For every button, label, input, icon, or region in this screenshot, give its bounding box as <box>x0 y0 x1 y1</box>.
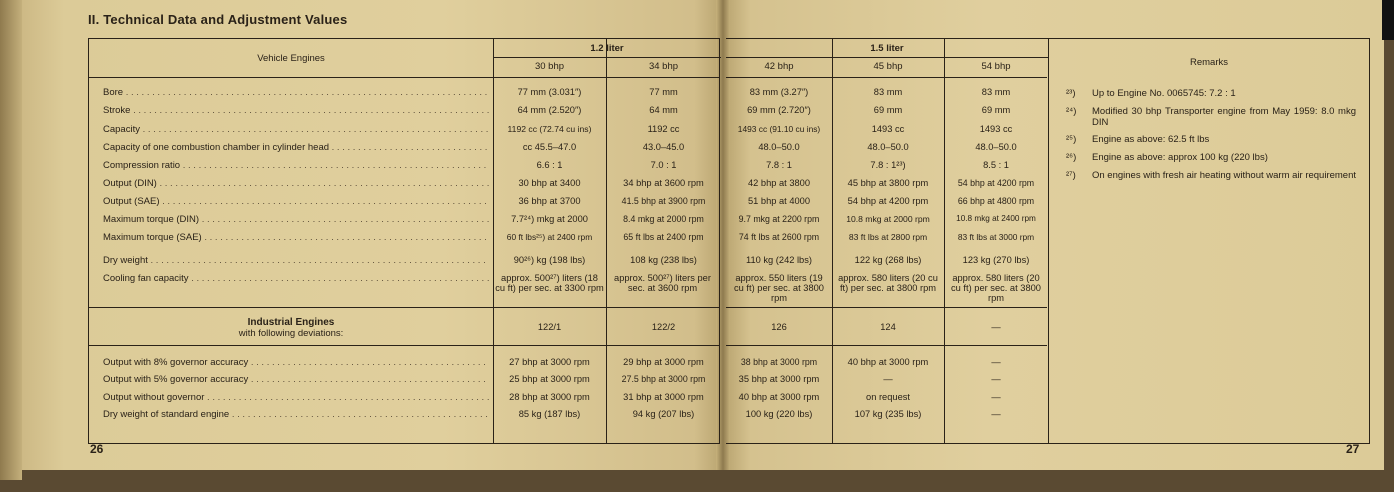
cell-dry-weight-30: 90²⁶) kg (198 lbs) <box>513 255 586 265</box>
industrial-row-label: Output with 8% governor accuracy . . . <box>103 357 489 368</box>
cell-stroke-42: 69 mm (2.720″) <box>747 105 811 115</box>
industrial-cell: — <box>991 374 1001 384</box>
cell-chamber-34: 43.0–45.0 <box>642 142 685 152</box>
industrial-code: 126 <box>771 322 787 332</box>
industrial-cell: 29 bhp at 3000 rpm <box>623 357 704 367</box>
col-header-42bhp: 42 bhp <box>764 61 794 72</box>
page-number-left: 26 <box>90 442 104 456</box>
cell-torque-din-45: 10.8 mkg at 2000 rpm <box>846 214 930 224</box>
remark-text: Up to Engine No. 0065745: 7.2 : 1 <box>1092 88 1236 99</box>
remark-text: On engines with fresh air heating without warm air requirement <box>1092 170 1357 181</box>
vehicle-engines-header: Vehicle Engines <box>257 53 325 64</box>
cell-torque-din-54: 10.8 mkg at 2400 rpm <box>956 214 1036 223</box>
header-divider <box>726 77 1047 78</box>
industrial-row-label: Output with 5% governor accuracy . . . <box>103 374 489 385</box>
cell-torque-sae-45: 83 ft lbs at 2800 rpm <box>848 232 928 242</box>
cell-dry-weight-54: 123 kg (270 lbs) <box>962 255 1030 265</box>
page-number-right: 27 <box>1346 442 1360 456</box>
cell-stroke-30: 64 mm (2.520″) <box>517 105 582 115</box>
cell-output-din-54: 54 bhp at 4200 rpm <box>957 178 1035 188</box>
remark <box>1066 153 1356 165</box>
row-label: Maximum torque (DIN) . . . <box>103 214 489 225</box>
cell-dry-weight-34: 108 kg (238 lbs) <box>630 255 697 265</box>
industrial-cell: 94 kg (207 lbs) <box>632 409 695 419</box>
industrial-cell: 38 bhp at 3000 rpm <box>740 357 818 367</box>
industrial-subtitle: with following deviations: <box>238 328 344 339</box>
cell-torque-sae-54: 83 ft lbs at 3000 rpm <box>957 232 1035 242</box>
cell-output-sae-42: 51 bhp at 4000 <box>747 196 811 206</box>
group-divider <box>726 57 1048 58</box>
remark-number: ²³) <box>1066 88 1076 99</box>
cell-torque-sae-30: 60 ft lbs²⁵) at 2400 rpm <box>506 232 593 242</box>
remark <box>1066 135 1356 147</box>
data-table-right <box>726 38 1370 444</box>
cell-fan-30: approx. 500²⁷) liters (18 cu ft) per sec. at 3300 rpm <box>495 273 604 293</box>
row-label: Stroke . . . <box>103 105 489 116</box>
remark-text: Modified 30 bhp Transporter engine from May 1959: 8.0 mkg DIN <box>1092 106 1356 128</box>
row-label: Capacity of one combustion chamber in cylinder head . . . <box>103 142 489 153</box>
industrial-cell: 40 bhp at 3000 rpm <box>847 357 929 367</box>
col-header-30bhp: 30 bhp <box>534 61 565 72</box>
cell-capacity-45: 1493 cc <box>871 124 905 134</box>
cell-capacity-30: 1192 cc (72.74 cu ins) <box>507 124 592 134</box>
row-label: Cooling fan capacity . . . <box>103 273 489 284</box>
data-table-left <box>88 38 720 444</box>
cell-chamber-42: 48.0–50.0 <box>758 142 800 152</box>
remark-text: Engine as above: 62.5 ft lbs <box>1092 134 1210 145</box>
remark-number: ²⁴) <box>1066 106 1077 117</box>
book-edge <box>0 0 22 480</box>
remark-number: ²⁷) <box>1066 170 1076 181</box>
section-heading: II. Technical Data and Adjustment Values <box>88 12 348 27</box>
background-corner <box>1382 0 1394 40</box>
cell-torque-sae-34: 65 ft lbs at 2400 rpm <box>623 232 704 242</box>
section-divider <box>726 307 1047 308</box>
group-header-1-5-liter: 1.5 liter <box>870 43 904 54</box>
cell-output-sae-30: 36 bhp at 3700 <box>518 196 581 206</box>
row-label: Capacity . . . <box>103 124 489 135</box>
cell-compression-45: 7.8 : 1²³) <box>870 160 906 170</box>
remark-number: ²⁶) <box>1066 152 1077 163</box>
remark <box>1066 171 1356 195</box>
cell-bore-45: 83 mm <box>873 87 903 97</box>
industrial-cell: 100 kg (220 lbs) <box>745 409 813 419</box>
row-label: Bore . . . <box>103 87 489 98</box>
cell-torque-din-42: 9.7 mkg at 2200 rpm <box>738 214 820 224</box>
cell-stroke-54: 69 mm <box>981 105 1011 115</box>
section-divider <box>89 307 719 308</box>
cell-torque-sae-42: 74 ft lbs at 2600 rpm <box>738 232 820 242</box>
remark <box>1066 89 1356 101</box>
cell-chamber-30: cc 45.5–47.0 <box>522 142 577 152</box>
cell-fan-45: approx. 580 liters (20 cu ft) per sec. at 3800 rpm <box>838 273 938 293</box>
cell-bore-34: 77 mm <box>649 87 678 97</box>
cell-output-sae-54: 66 bhp at 4800 rpm <box>957 196 1035 206</box>
row-label: Compression ratio . . . <box>103 160 489 171</box>
col-divider <box>1048 39 1049 443</box>
industrial-cell: 35 bhp at 3000 rpm <box>738 374 820 384</box>
industrial-code: — <box>991 322 1001 332</box>
industrial-divider <box>89 345 719 346</box>
row-label: Maximum torque (SAE) . . . <box>103 232 489 243</box>
header-divider <box>89 77 719 78</box>
industrial-cell: 85 kg (187 lbs) <box>518 409 581 419</box>
cell-compression-54: 8.5 : 1 <box>983 160 1009 170</box>
cell-chamber-54: 48.0–50.0 <box>975 142 1017 152</box>
cell-bore-42: 83 mm (3.27″) <box>749 87 809 97</box>
industrial-code: 122/2 <box>651 322 676 332</box>
cell-output-sae-45: 54 bhp at 4200 rpm <box>847 196 929 206</box>
cell-torque-din-30: 7.7²⁴) mkg at 2000 <box>511 214 588 224</box>
industrial-row-label: Output without governor . . . <box>103 392 489 403</box>
industrial-cell: 25 bhp at 3000 rpm <box>509 374 590 384</box>
industrial-divider <box>726 345 1047 346</box>
industrial-cell: 31 bhp at 3000 rpm <box>623 392 704 402</box>
cell-fan-42: approx. 550 liters (19 cu ft) per sec. at 3800 rpm <box>734 273 824 303</box>
cell-output-din-45: 45 bhp at 3800 rpm <box>847 178 929 188</box>
industrial-cell: on request <box>866 392 910 402</box>
cell-stroke-45: 69 mm <box>873 105 903 115</box>
cell-dry-weight-45: 122 kg (268 lbs) <box>854 255 922 265</box>
remarks-header: Remarks <box>1189 57 1228 68</box>
industrial-code: 124 <box>880 322 896 332</box>
industrial-cell: 40 bhp at 3000 rpm <box>738 392 820 402</box>
cell-output-din-30: 30 bhp at 3400 <box>518 178 581 188</box>
remark <box>1066 107 1356 131</box>
industrial-row-label: Dry weight of standard engine . . . <box>103 409 489 420</box>
cell-fan-34: approx. 500²⁷) liters per sec. at 3600 rpm <box>614 273 711 293</box>
remark-number: ²⁵) <box>1066 134 1077 145</box>
row-label: Output (SAE) . . . <box>103 196 489 207</box>
industrial-code: 122/1 <box>537 322 562 332</box>
cell-output-din-34: 34 bhp at 3600 rpm <box>623 178 704 188</box>
cell-capacity-34: 1192 cc <box>647 124 680 134</box>
cell-output-din-42: 42 bhp at 3800 <box>747 178 811 188</box>
row-label: Dry weight . . . <box>103 255 489 266</box>
industrial-cell: — <box>883 374 893 384</box>
industrial-cell: 28 bhp at 3000 rpm <box>509 392 590 402</box>
industrial-cell: 27 bhp at 3000 rpm <box>509 357 590 367</box>
cell-torque-din-34: 8.4 mkg at 2000 rpm <box>623 214 704 224</box>
col-header-45bhp: 45 bhp <box>873 61 903 72</box>
cell-output-sae-34: 41.5 bhp at 3900 rpm <box>621 196 706 206</box>
group-header-1-2-liter: 1.2 liter <box>590 43 624 54</box>
cell-capacity-54: 1493 cc <box>979 124 1013 134</box>
industrial-cell: — <box>991 409 1001 419</box>
cell-chamber-45: 48.0–50.0 <box>867 142 909 152</box>
cell-stroke-34: 64 mm <box>649 105 678 115</box>
cell-compression-34: 7.0 : 1 <box>650 160 677 170</box>
cell-capacity-42: 1493 cc (91.10 cu ins) <box>737 124 821 134</box>
industrial-title: Industrial Engines <box>247 317 335 328</box>
cell-bore-30: 77 mm (3.031″) <box>517 87 582 97</box>
industrial-cell: 107 kg (235 lbs) <box>854 409 922 419</box>
industrial-cell: — <box>991 392 1001 402</box>
cell-dry-weight-42: 110 kg (242 lbs) <box>746 255 812 265</box>
industrial-cell: — <box>991 357 1001 367</box>
cell-compression-42: 7.8 : 1 <box>766 160 792 170</box>
industrial-cell: 27.5 bhp at 3000 rpm <box>621 374 706 384</box>
col-header-54bhp: 54 bhp <box>981 61 1011 72</box>
cell-fan-54: approx. 580 liters (20 cu ft) per sec. at 3800 rpm <box>951 273 1041 303</box>
cell-bore-54: 83 mm <box>981 87 1011 97</box>
cell-compression-30: 6.6 : 1 <box>536 160 563 170</box>
group-divider <box>493 57 721 58</box>
col-header-34bhp: 34 bhp <box>648 61 679 72</box>
remark-text: Engine as above: approx 100 kg (220 lbs) <box>1092 152 1268 163</box>
row-label: Output (DIN) . . . <box>103 178 489 189</box>
